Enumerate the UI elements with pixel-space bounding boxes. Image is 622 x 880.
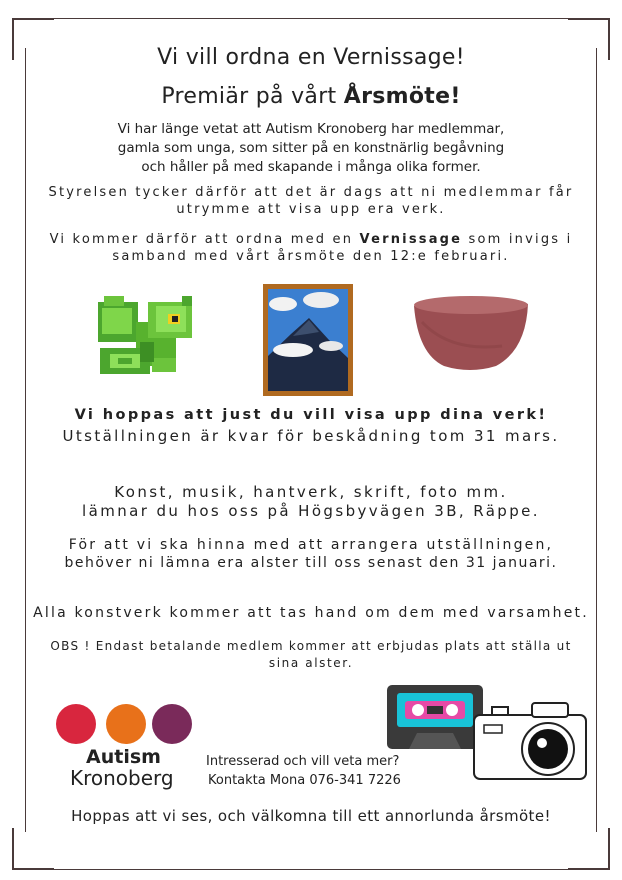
frame-line-top bbox=[48, 18, 574, 19]
hope-line-2: Utställningen är kvar för beskådning tom 31 mars. bbox=[62, 427, 560, 445]
frame-corner-bottom-right bbox=[568, 828, 610, 870]
page-title: Vi vill ordna en Vernissage! bbox=[157, 45, 465, 70]
footer-text: Hoppas att vi ses, och välkomna till ett annorlunda årsmöte! bbox=[71, 807, 551, 825]
submit-line-1: Konst, musik, hantverk, skrift, foto mm. bbox=[114, 483, 508, 501]
vernissage-line-2: samband med vårt årsmöte den 12:e februari. bbox=[112, 249, 510, 264]
intro-line-2: gamla som unga, som sitter på en konstnärlig begåvning bbox=[117, 140, 505, 156]
hope-line-1: Vi hoppas att just du vill visa upp dina verk! bbox=[74, 407, 548, 423]
logo-text-kronoberg: Kronoberg bbox=[70, 766, 174, 790]
page-subtitle bbox=[0, 84, 622, 109]
contact-line-1: Intresserad och vill veta mer? bbox=[206, 754, 400, 769]
intro-line-3: och håller på med skapande i många olika former. bbox=[141, 159, 481, 175]
deadline-line-1: För att vi ska hinna med att arrangera utställningen, bbox=[68, 537, 554, 553]
camera-image bbox=[470, 697, 590, 783]
styrelsen-line-2: utrymme att visa upp era verk. bbox=[176, 202, 446, 217]
vernissage-prefix: Vi kommer därför att ordna med en bbox=[49, 232, 360, 247]
subtitle-bold: Årsmöte! bbox=[343, 84, 461, 109]
submit-line-2: lämnar du hos oss på Högsbyvägen 3B, Räppe. bbox=[82, 502, 540, 520]
care-text: Alla konstverk kommer att tas hand om dem med varsamhet. bbox=[33, 605, 589, 621]
logo-dot-purple bbox=[152, 704, 192, 744]
dragon-image bbox=[96, 292, 200, 384]
obs-line-1: OBS ! Endast betalande medlem kommer att erbjudas plats att ställa ut bbox=[50, 639, 572, 653]
vernissage-bold: Vernissage bbox=[359, 232, 463, 247]
obs-line-2: sina alster. bbox=[268, 656, 354, 670]
vernissage-line-1 bbox=[0, 232, 622, 247]
logo-dot-red bbox=[56, 704, 96, 744]
deadline-line-2: behöver ni lämna era alster till oss senast den 31 januari. bbox=[64, 555, 558, 571]
bowl-image bbox=[410, 292, 532, 374]
intro-line-1: Vi har länge vetat att Autism Kronoberg har medlemmar, bbox=[117, 121, 505, 137]
subtitle-prefix: Premiär på vårt bbox=[161, 84, 344, 109]
frame-line-bottom bbox=[48, 869, 574, 870]
frame-corner-bottom-left bbox=[12, 828, 54, 870]
styrelsen-line-1: Styrelsen tycker därför att det är dags att ni medlemmar får bbox=[48, 185, 574, 200]
vernissage-suffix: som invigs i bbox=[462, 232, 573, 247]
mountain-painting-image bbox=[263, 284, 353, 396]
logo-dot-orange bbox=[106, 704, 146, 744]
logo-text-autism: Autism bbox=[86, 746, 161, 768]
contact-line-2: Kontakta Mona 076-341 7226 bbox=[208, 773, 401, 788]
